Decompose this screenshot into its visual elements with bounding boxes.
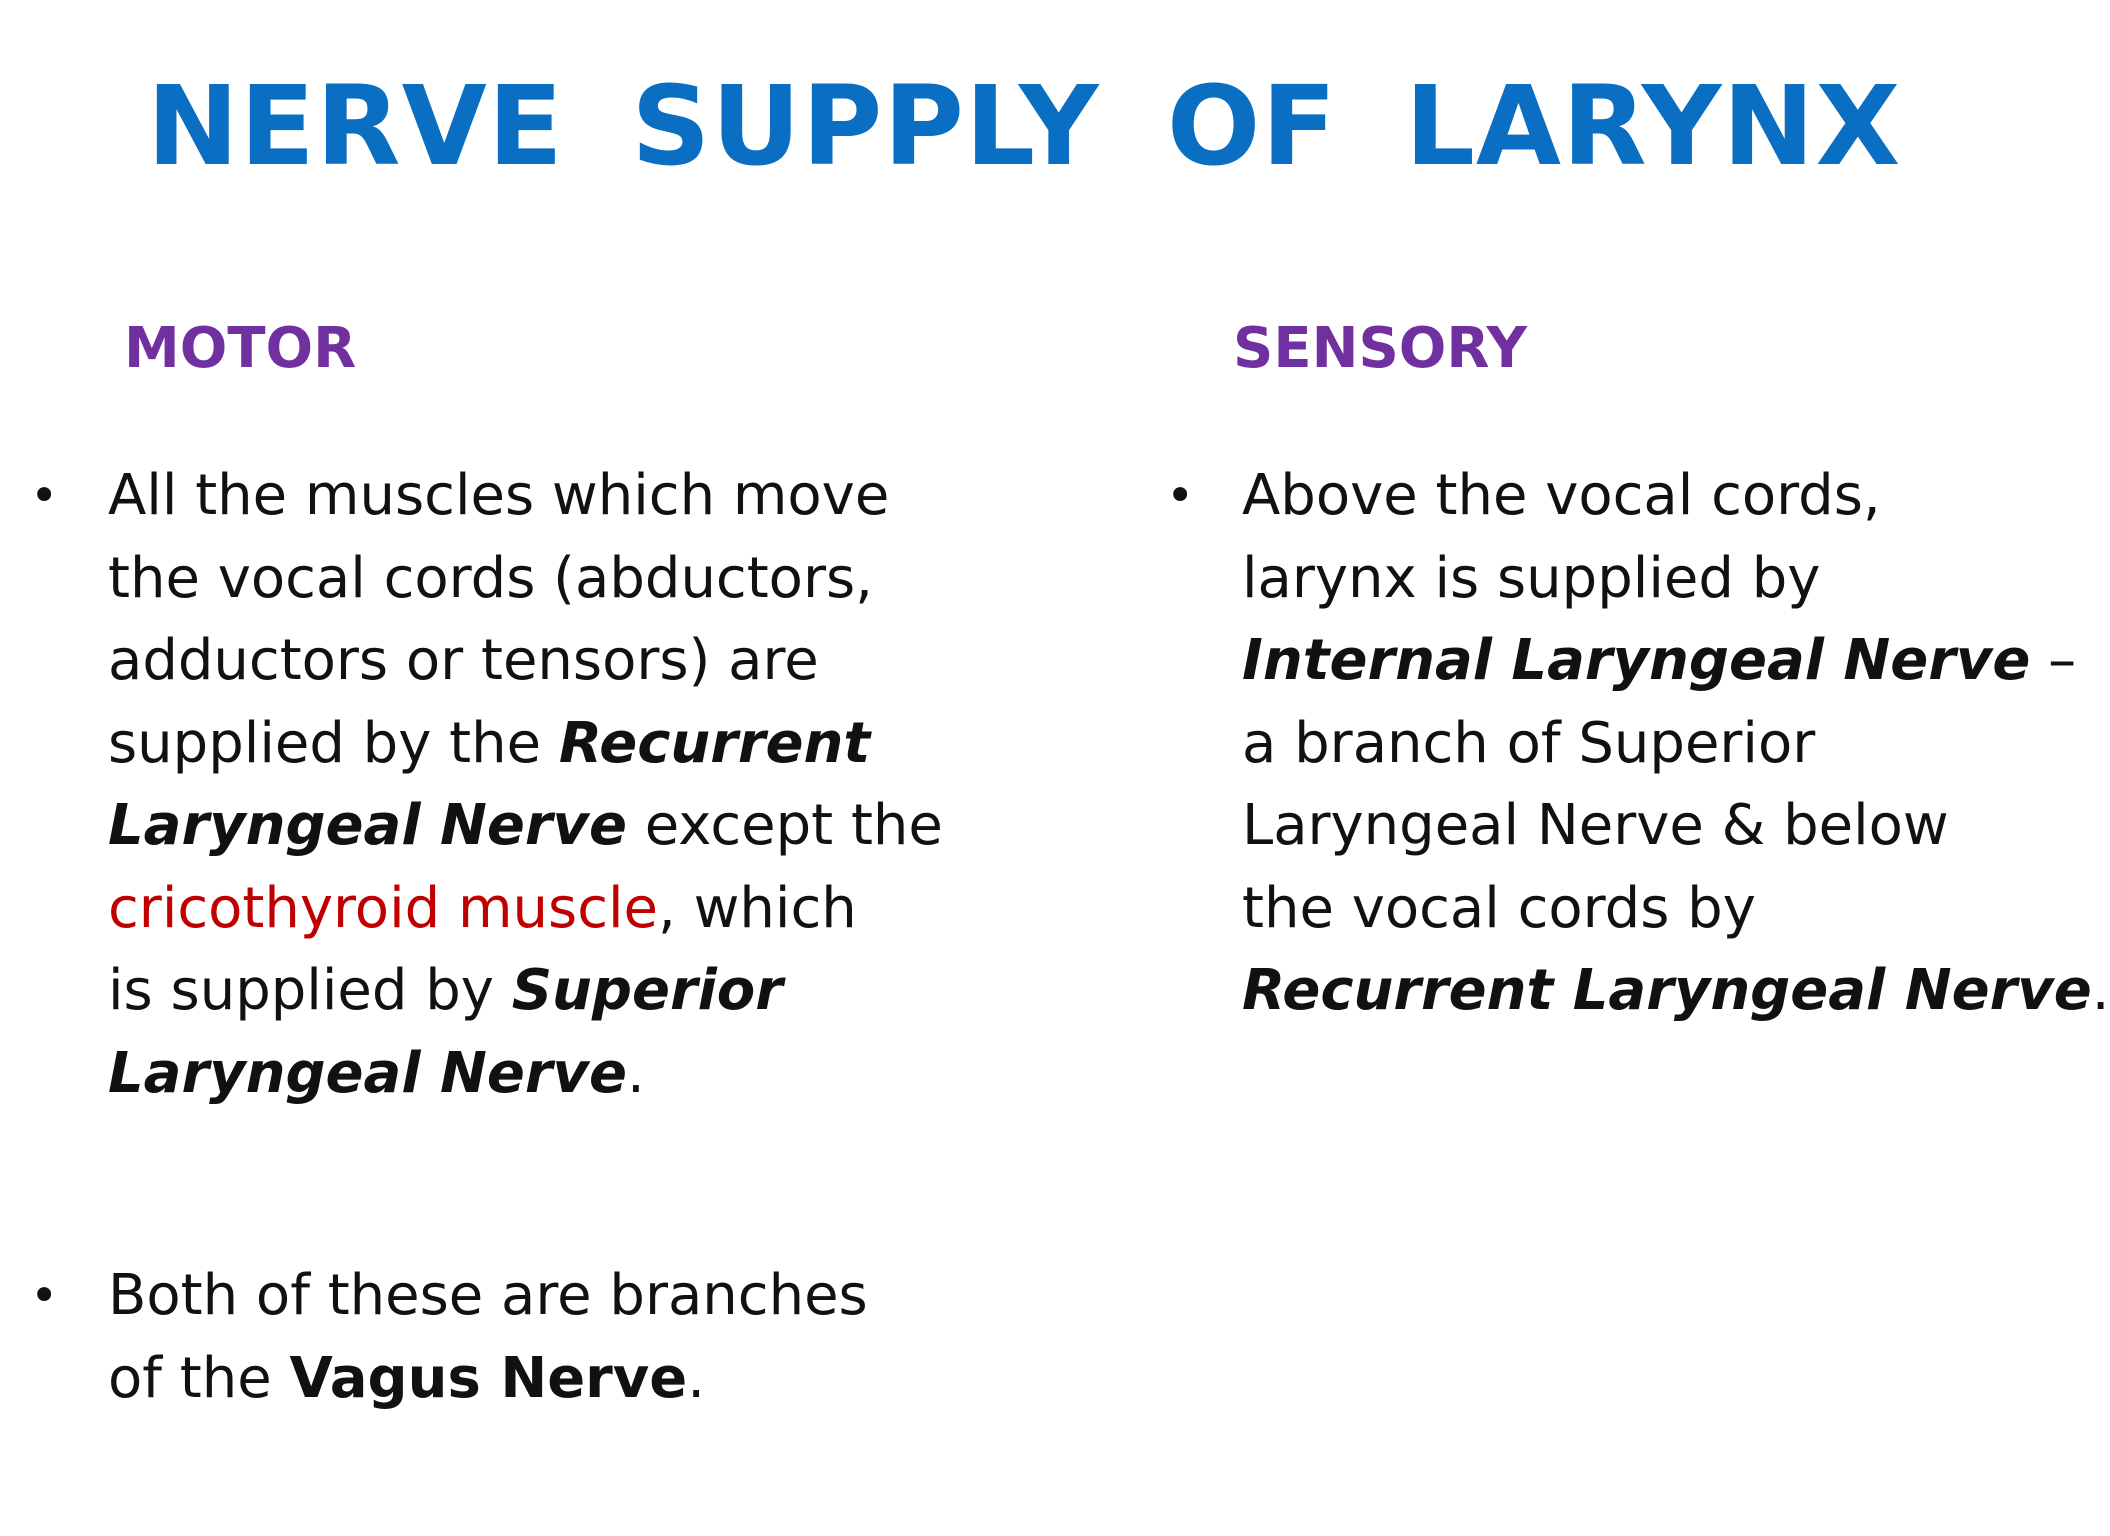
bullet-icon: •	[1166, 468, 1195, 524]
motor-heading: MOTOR	[124, 316, 357, 381]
text-line: the vocal cords (abductors,	[108, 545, 873, 611]
bullet-icon: •	[30, 1268, 59, 1324]
text-line: Both of these are branches	[108, 1263, 868, 1328]
text-run: .	[687, 1345, 706, 1411]
nerve-name: Recurrent	[558, 710, 871, 776]
text-run: , which	[658, 875, 857, 941]
motor-column	[0, 455, 960, 1420]
nerve-name: Laryngeal Nerve	[108, 1040, 627, 1106]
text-run: supplied by the	[108, 710, 559, 776]
motor-bullet-2	[0, 1255, 960, 1420]
text-line	[1242, 950, 2110, 1033]
slide-title: NERVE SUPPLY OF LARYNX	[146, 62, 1902, 190]
sensory-column	[1150, 455, 2110, 1033]
text-run: .	[626, 1040, 645, 1106]
text-run: .	[2091, 958, 2110, 1023]
sensory-bullet-1	[1150, 455, 2110, 1033]
text-line	[108, 1033, 960, 1116]
nerve-name: Laryngeal Nerve	[108, 793, 627, 858]
text-line	[108, 868, 960, 951]
spacer	[0, 1115, 960, 1255]
text-line: Above the vocal cords,	[1242, 463, 1881, 528]
text-line: Laryngeal Nerve & below	[1242, 793, 1949, 858]
text-run: is supplied by	[108, 958, 512, 1023]
sensory-heading: SENSORY	[1233, 316, 1527, 381]
text-line	[108, 1338, 960, 1421]
text-line	[108, 950, 960, 1033]
text-line: All the muscles which move	[108, 463, 890, 528]
nerve-name: Recurrent Laryngeal Nerve	[1242, 958, 2092, 1023]
text-line	[108, 703, 960, 786]
text-line: larynx is supplied by	[1242, 545, 1821, 611]
text-line	[1242, 620, 2077, 703]
text-line: the vocal cords by	[1242, 875, 1756, 941]
muscle-name-highlight: cricothyroid muscle	[108, 875, 658, 941]
text-run: of the	[108, 1345, 290, 1411]
nerve-name: Internal Laryngeal Nerve	[1242, 628, 2031, 693]
text-line	[108, 785, 960, 868]
text-run: except the	[626, 793, 943, 858]
text-line: a branch of Superior	[1242, 710, 1816, 776]
text-line: adductors or tensors) are	[108, 628, 819, 693]
nerve-name: Superior	[511, 958, 783, 1023]
nerve-name: Vagus Nerve	[289, 1345, 688, 1411]
bullet-icon: •	[30, 468, 59, 524]
text-run: –	[2030, 628, 2077, 693]
motor-bullet-1	[0, 455, 960, 1115]
